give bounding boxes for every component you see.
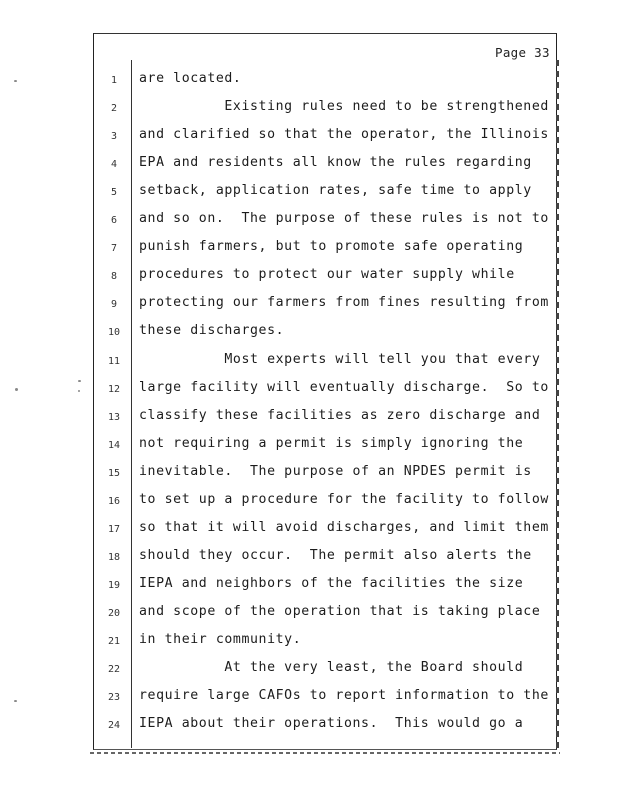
transcript-line: and scope of the operation that is taking place [139, 603, 541, 619]
right-edge-rule [556, 60, 559, 750]
transcript-line: large facility will eventually discharge. So to [139, 379, 549, 395]
transcript-line: setback, application rates, safe time to apply [139, 183, 532, 199]
page-number: Page 33 [495, 45, 550, 60]
scan-speck [15, 388, 18, 391]
transcript-line: IEPA about their operations. This would go a [139, 716, 524, 732]
transcript-line: and so on. The purpose of these rules is not to [139, 211, 549, 227]
scan-speck [78, 380, 81, 382]
transcript-line: protecting our farmers from fines resulting from [139, 295, 549, 311]
line-number: 1 [110, 75, 118, 86]
line-number: 23 [107, 692, 121, 704]
line-number: 12 [107, 383, 121, 395]
line-number: 15 [107, 467, 121, 479]
line-number: 24 [107, 720, 121, 732]
transcript-line: to set up a procedure for the facility to follow [139, 491, 549, 507]
line-number: 4 [110, 159, 118, 171]
transcript-line: these discharges. [139, 323, 285, 339]
bottom-edge-rule [90, 752, 560, 754]
line-number: 18 [107, 551, 121, 563]
line-number: 6 [110, 215, 118, 227]
line-number: 19 [107, 579, 121, 591]
line-number: 8 [110, 271, 118, 283]
line-number: 17 [107, 523, 121, 535]
transcript-line: At the very least, the Board should [139, 660, 524, 676]
transcript-line: not requiring a permit is simply ignoring the [139, 435, 524, 451]
transcript-line: IEPA and neighbors of the facilities the size [139, 575, 524, 591]
transcript-line: are located. [139, 71, 242, 86]
transcript-line: require large CAFOs to report information to the [139, 688, 549, 704]
line-number: 9 [110, 299, 118, 311]
line-number: 11 [107, 355, 121, 367]
line-number: 22 [107, 664, 121, 676]
transcript-line: Most experts will tell you that every [139, 351, 541, 367]
transcript-line: and clarified so that the operator, the Illinois [139, 127, 549, 143]
line-number: 13 [107, 411, 121, 423]
line-number-margin-rule [131, 60, 132, 748]
line-number: 2 [110, 103, 118, 115]
line-number: 7 [110, 243, 118, 255]
transcript-line: should they occur. The permit also alerts the [139, 547, 532, 563]
line-number: 3 [110, 131, 118, 143]
transcript-line: Existing rules need to be strengthened [139, 99, 549, 115]
line-number: 5 [110, 187, 118, 199]
scan-speck [78, 390, 80, 392]
transcript-line: so that it will avoid discharges, and limit them [139, 519, 549, 535]
transcript-line: punish farmers, but to promote safe operating [139, 239, 524, 255]
line-number: 21 [107, 636, 121, 647]
line-number: 14 [107, 439, 121, 451]
line-number: 20 [107, 607, 121, 619]
scan-speck [14, 80, 17, 82]
transcript-line: procedures to protect our water supply while [139, 267, 515, 283]
transcript-line: classify these facilities as zero discharge and [139, 407, 541, 423]
line-number: 10 [107, 327, 121, 339]
scan-speck [14, 700, 17, 702]
transcript-line: EPA and residents all know the rules regarding [139, 155, 532, 171]
transcript-line: inevitable. The purpose of an NPDES permit is [139, 463, 532, 479]
line-number: 16 [107, 495, 121, 507]
transcript-line: in their community. [139, 632, 302, 647]
